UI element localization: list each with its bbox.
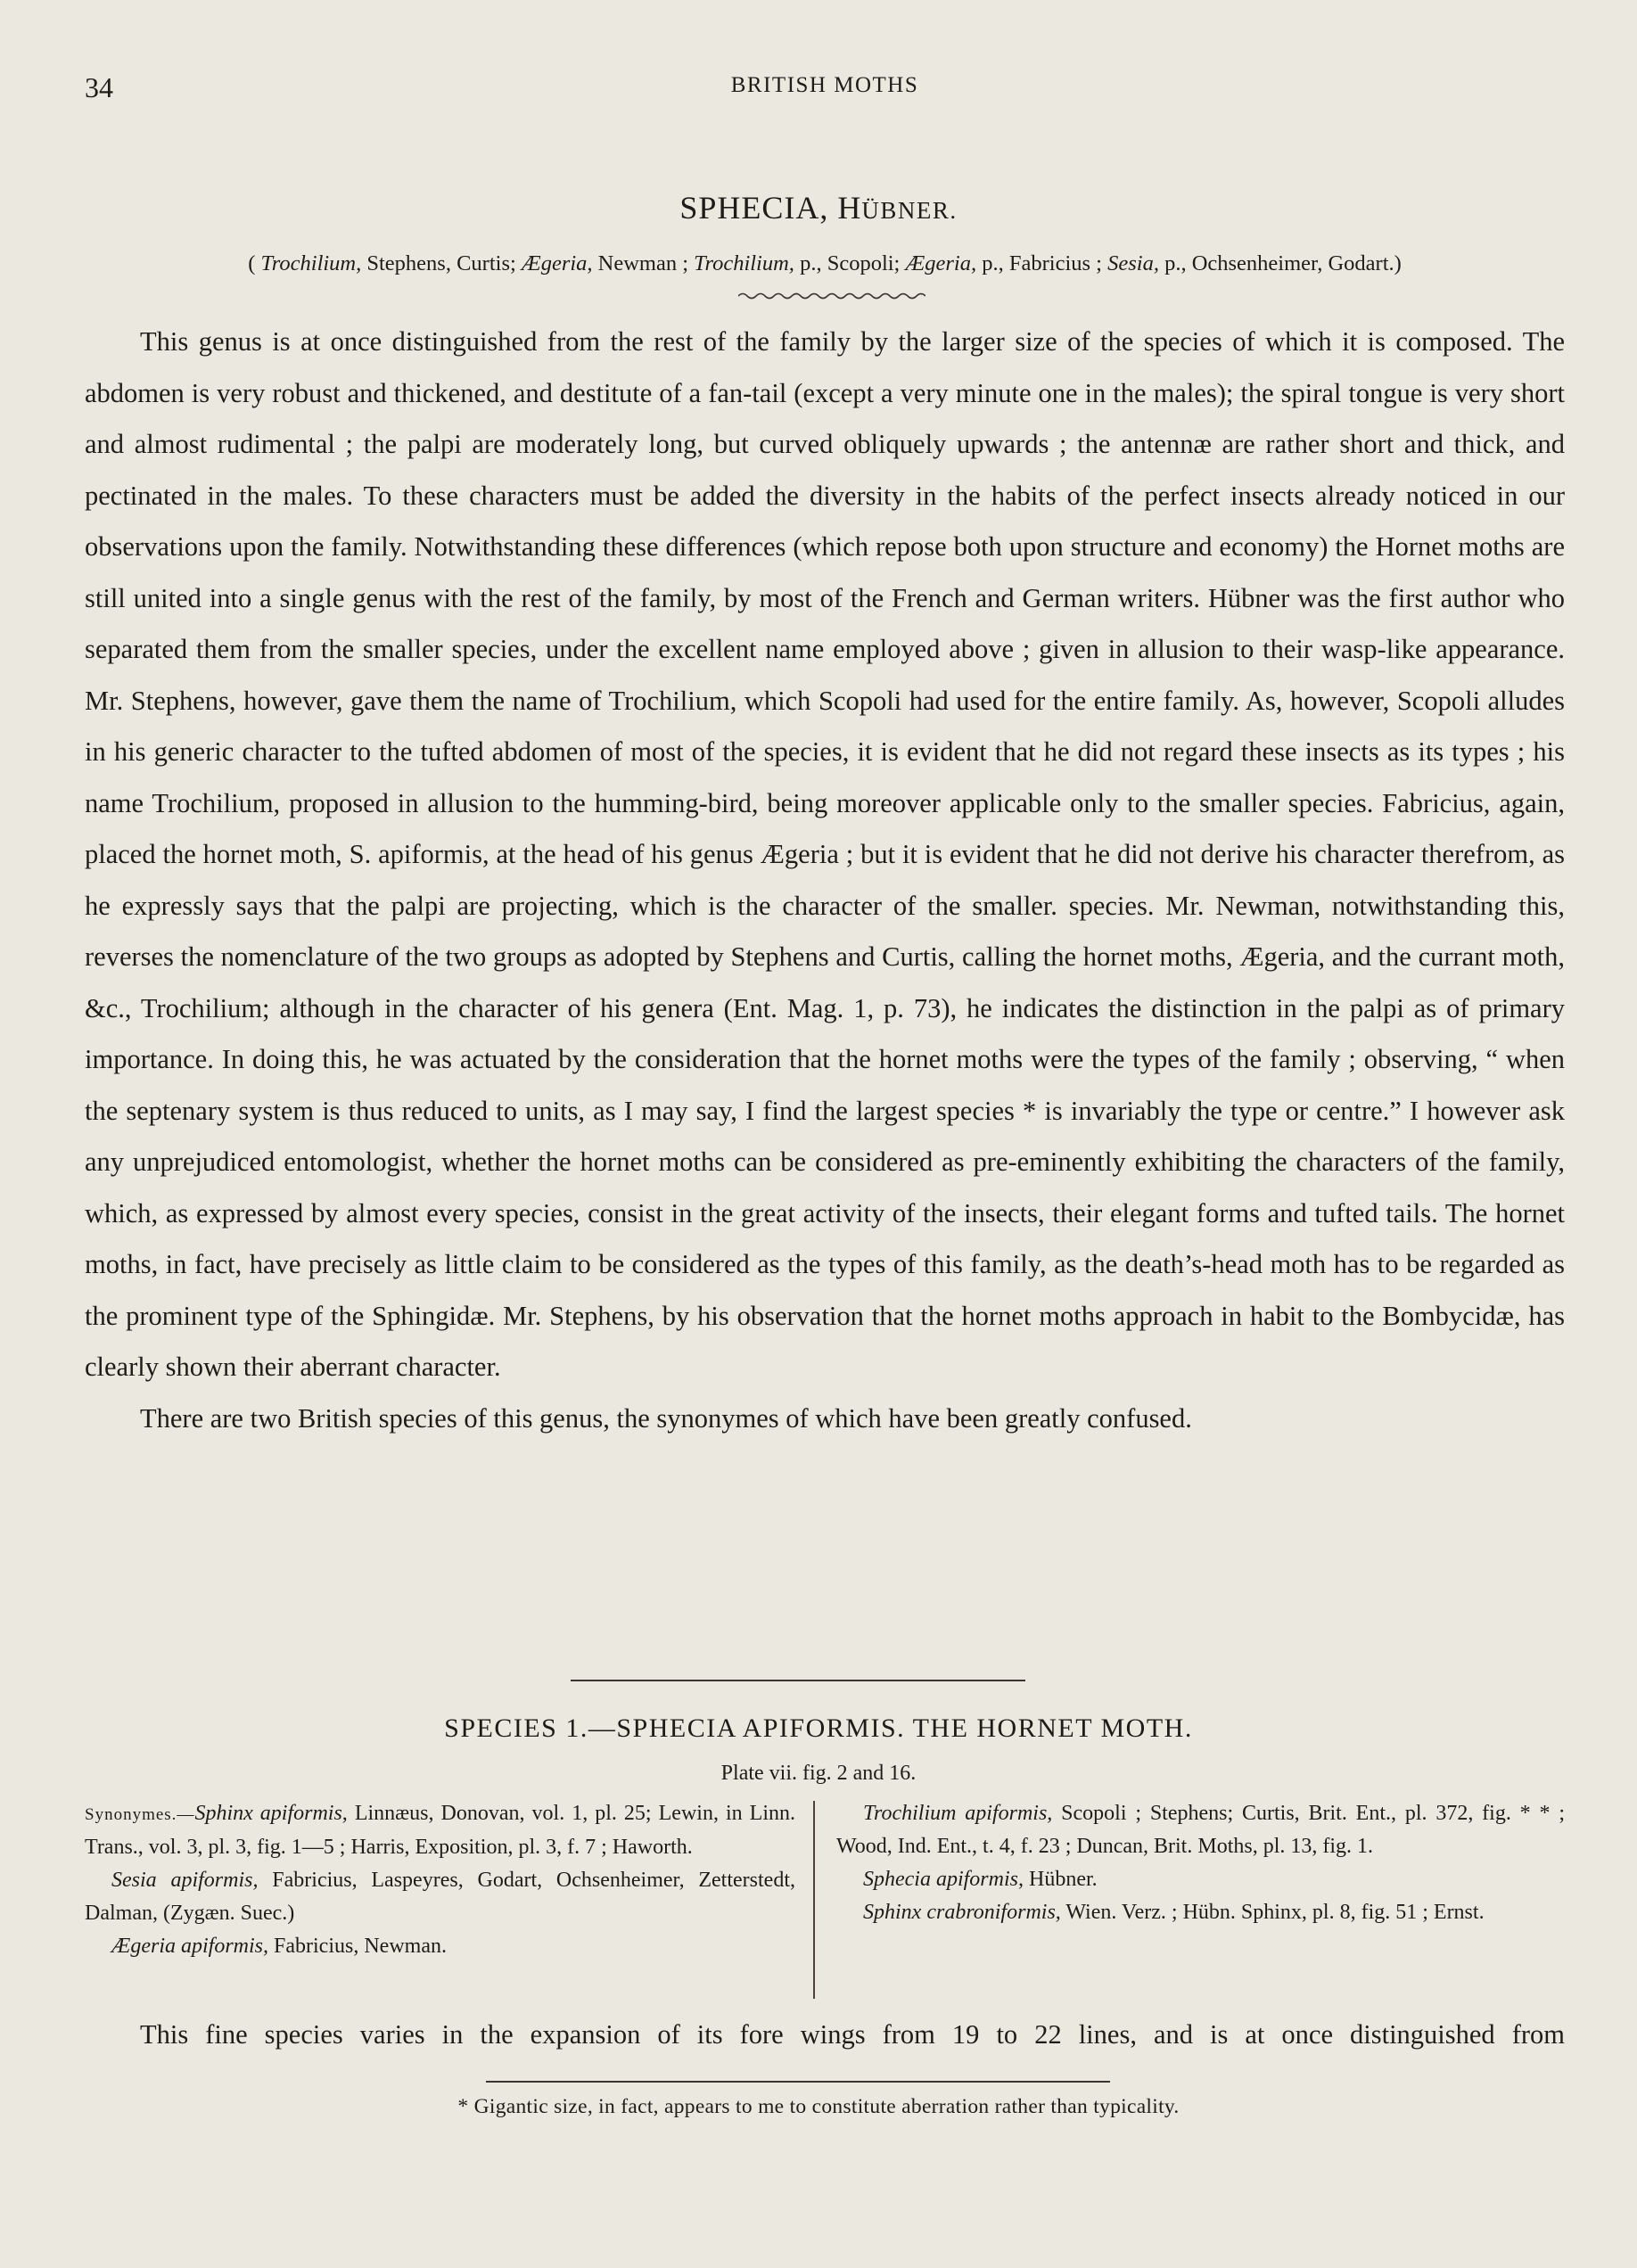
column-divider [813,1801,815,1999]
genus-syn-1-name: Ægeria, [521,251,593,275]
running-head: BRITISH MOTHS [730,73,919,97]
genus-author-initial: H [837,190,862,226]
synonym-name: Sphinx apiformis, [194,1802,348,1825]
genus-title [0,189,1637,226]
genus-description [85,316,1565,1444]
genus-syn-4-authors: p., Ochsenheimer, Godart.) [1158,251,1402,275]
body-paragraph: There are two British species of this genus, the synonymes of which have been greatly confused. [140,1402,1192,1434]
genus-syn-3-name: Ægeria, [905,251,977,275]
footnote: * Gigantic size, in fact, appears to me to constitute aberration rather than typicality. [457,2095,1180,2118]
synonym-authors: Fabricius, Laspeyres, Godart, Ochsenheimer, Zetterstedt, Dalman, (Zygæn. Suec.) [85,1869,795,1925]
synonym-name: Sphecia apiformis, [863,1868,1024,1891]
species-description-start: This fine species varies in the expansion of its fore wings from 19 to 22 lines, and is at once distinguished from [140,2019,1565,2050]
page-header [85,71,1565,107]
synonyms-column-right [836,1797,1565,1929]
genus-syn-4-name: Sesia, [1107,251,1159,275]
page-number: 34 [85,71,113,103]
synonym-name: Ægeria apiformis, [111,1935,269,1958]
genus-syn-2-name: Trochilium, [694,251,794,275]
genus-synonyms [85,251,1565,276]
synonym-entry [85,1864,795,1930]
genus-syn-2-authors: p., Scopoli; [794,251,906,275]
synonym-entry [836,1863,1565,1896]
synonym-name: Trochilium apiformis, [863,1802,1053,1825]
genus-author [837,190,957,226]
synonyms-label: Synonymes.— [85,1805,195,1824]
body-paragraph: This genus is at once distinguished from the rest of the family by the larger size of the species of which it is composed. The abdomen is very robust and thickened, and destitute of a fan-tail (except a very minute one in the males); the spiral tongue is very short and almost rudimental ; the palpi are moderately long, but curved obliquely upwards ; the antennæ are rather short and thick, and pectinated in the males. To these characters must be added the diversity in the habits of the perfect insects already noticed in our observations upon the family. Notwithstanding these differences (which repose both upon structure and economy) the Hornet moths are still united into a single genus with the rest of the family, by most of the French and German writers. Hübner was the first author who separated them from the smaller species, under the excellent name employed above ; given in allusion to their wasp-like appearance. Mr. Stephens, however, gave them the name of Trochilium, which Scopoli had used for the entire family. As, however, Scopoli alludes in his generic character to the tufted abdomen of most of the species, it is evident that he did not regard these insects as its types ; his name Trochilium, proposed in allusion to the humming-bird, being moreover applicable only to the smaller species. Fabricius, again, placed the hornet moth, S. apiformis, at the head of his genus Ægeria ; but it is evident that he did not derive his character therefrom, as he expressly says that the palpi are projecting, which is the character of the smaller. species. Mr. Newman, notwithstanding this, reverses the nomenclature of the two groups as adopted by Stephens and Curtis, calling the hornet moths, Ægeria, and the currant moth, &c., Trochilium; although in the character of his genera (Ent. Mag. 1, p. 73), he indicates the distinction in the palpi as of primary importance. In doing this, he was actuated by the consideration that the hornet moths were the types of the family ; observing, “ when the septenary system is thus reduced to units, as I may say, I find the largest species * is invariably the type or centre.” I however ask any unprejudiced entomologist, whether the hornet moths can be considered as pre-eminently exhibiting the characters of the family, which, as expressed by almost every species, consist in the great activity of the insects, their elegant forms and tufted tails. The hornet moths, in fact, have precisely as little claim to be considered as the types of this family, as the death’s-head moth has to be regarded as the prominent type of the Sphingidæ. Mr. Stephens, by his observation that the hornet moths approach in habit to the Bombycidæ, has clearly shown their aberrant character. [85,326,1565,1382]
synonyms-column-left [85,1797,795,1963]
plate-reference: Plate vii. fig. 2 and 16. [720,1762,917,1785]
synonym-entry [85,1797,795,1864]
genus-author-rest: ÜBNER. [861,197,958,224]
genus-name: SPHECIA, [679,190,829,226]
synonym-entry [85,1930,795,1963]
genus-synonyms-open: ( [248,251,261,275]
section-divider [571,1680,1025,1681]
synonym-authors: Hübner. [1024,1868,1098,1891]
genus-syn-3-authors: p., Fabricius ; [976,251,1108,275]
synonym-authors: Scopoli ; Stephens; Curtis, Brit. Ent., pl. 372, fig. * * ; Wood, Ind. Ent., t. 4, f. 23 ; Duncan, Brit. Moths, pl. 13, fig. 1. [836,1802,1565,1858]
synonym-name: Sesia apiformis, [111,1869,259,1892]
synonym-name: Sphinx crabroniformis, [863,1901,1061,1924]
species-synonyms [85,1797,1565,2001]
synonym-authors: Wien. Verz. ; Hübn. Sphinx, pl. 8, fig. 51 ; Ernst. [1060,1901,1485,1924]
synonym-entry [836,1896,1565,1929]
footnote-rule [486,2081,1110,2083]
genus-syn-0-name: Trochilium, [260,251,362,275]
genus-syn-1-authors: Newman ; [592,251,695,275]
wavy-rule-ornament [738,291,925,301]
synonym-entry [836,1797,1565,1863]
species-heading: SPECIES 1.—SPHECIA APIFORMIS. THE HORNET MOTH. [444,1713,1193,1743]
synonym-authors: Linnæus, Donovan, vol. 1, pl. 25; Lewin, in Linn. Trans., vol. 3, pl. 3, fig. 1—5 ; Harris, Exposition, pl. 3, f. 7 ; Haworth. [85,1802,795,1859]
genus-syn-0-authors: Stephens, Curtis; [361,251,522,275]
synonym-authors: Fabricius, Newman. [268,1935,447,1958]
